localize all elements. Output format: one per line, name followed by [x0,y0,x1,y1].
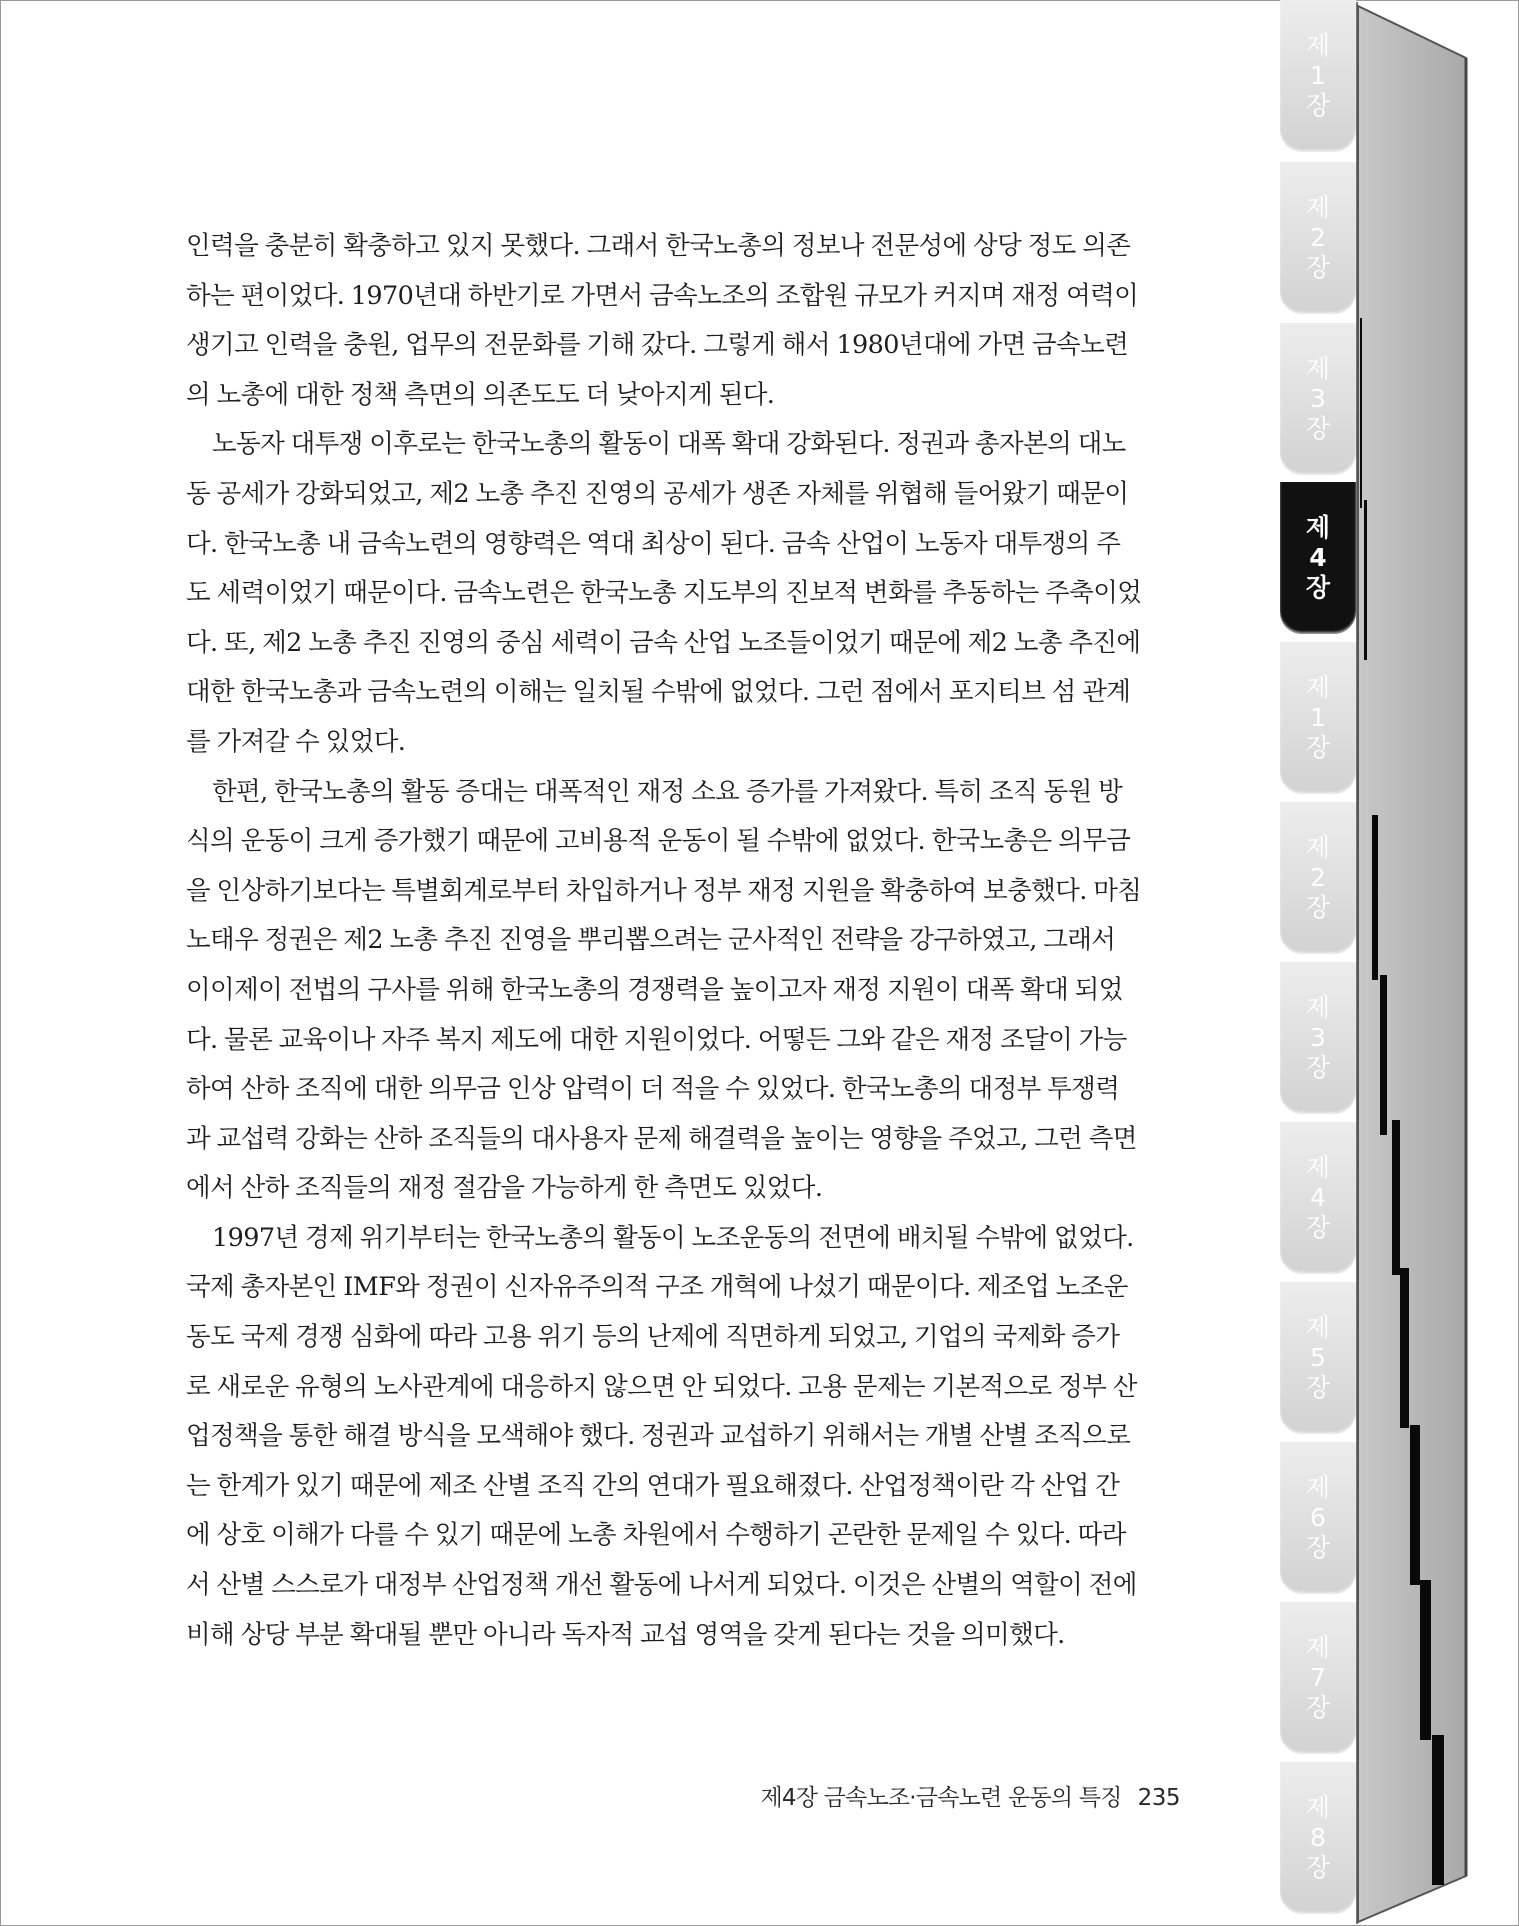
text-line: 을 인상하기보다는 특별회계로부터 차입하거나 정부 재정 지원을 확충하여 보충했다. 마침 [186,875,1142,906]
tab-char: 제 [1305,1153,1331,1182]
tab-char: 장 [1305,91,1331,120]
chapter-tab-4-active[interactable] [1280,482,1356,634]
text-line: 1997년 경제 위기부터는 한국노총의 활동이 노조운동의 전면에 배치될 수밖에 없었다. [212,1222,1134,1253]
tab-number: 8 [1310,1823,1326,1852]
tab-number: 1 [1310,703,1326,732]
tab-char: 장 [1305,733,1331,762]
tab-number: 2 [1310,223,1326,252]
tab-char: 제 [1305,993,1331,1022]
text-line: 대한 한국노총과 금속노련의 이해는 일치될 수밖에 없었다. 그런 점에서 포지티브 섬 관계 [186,677,1131,708]
text-line: 에 상호 이해가 다를 수 있기 때문에 노총 차원에서 수행하기 곤란한 문제일 수 있다. 따라 [186,1520,1126,1551]
text-line: 인력을 충분히 확충하고 있지 못했다. 그래서 한국노총의 정보나 전문성에 상당 정도 의존 [186,231,1131,261]
text-line: 동 공세가 강화되었고, 제2 노총 추진 진영의 공세가 생존 자체를 위협해 들어왔기 때문이 [186,478,1129,509]
tab-char: 장 [1305,1693,1331,1722]
text-line: 하여 산하 조직에 대한 의무금 인상 압력이 더 적을 수 있었다. 한국노총의 대정부 투쟁력 [186,1074,1120,1105]
chapter-tab-2[interactable] [1280,162,1356,314]
chapter-tab-8[interactable] [1280,1122,1356,1274]
tab-char: 제 [1305,1793,1331,1822]
text-line: 로 새로운 유형의 노사관계에 대응하지 않으면 안 되었다. 고용 문제는 기본적으로 정부 산 [186,1371,1137,1402]
text-line: 다. 또, 제2 노총 추진 진영의 중심 세력이 금속 산업 노조들이었기 때문에 제2 노총 추진에 [186,627,1141,658]
tab-char: 장 [1305,253,1331,282]
text-line: 에서 산하 조직들의 재정 절감을 가능하게 한 측면도 있었다. [186,1173,823,1204]
tab-number: 3 [1310,1023,1326,1052]
tab-char: 제 [1305,193,1331,222]
chapter-tab-11[interactable] [1280,1602,1356,1754]
text-line: 노동자 대투쟁 이후로는 한국노총의 활동이 대폭 확대 강화된다. 정권과 총자본의 대노 [212,429,1126,460]
text-line: 한편, 한국노총의 활동 증대는 대폭적인 재정 소요 증가를 가져왔다. 특히 조직 동원 방 [212,776,1123,807]
tab-char: 장 [1305,1853,1331,1882]
text-line: 하는 편이었다. 1970년대 하반기로 가면서 금속노조의 조합원 규모가 커지며 재정 여력이 [186,280,1139,311]
tab-number: 4 [1309,543,1327,572]
text-line: 다. 한국노총 내 금속노련의 영향력은 역대 최상이 된다. 금속 산업이 노동자 대투쟁의 주 [186,528,1121,559]
text-line: 노태우 정권은 제2 노총 추진 진영을 뿌리뽑으려는 군사적인 전략을 강구하였고, 그래서 [186,925,1116,956]
footer-chapter-title: 제4장 금속노조·금속노련 운동의 특징 [760,1785,1122,1811]
tab-char: 장 [1305,1373,1331,1402]
tab-char: 제 [1305,673,1331,702]
text-line: 는 한계가 있기 때문에 제조 산별 조직 간의 연대가 필요해졌다. 산업정책이란 각 산업 간 [186,1470,1120,1501]
tab-char: 장 [1305,414,1331,443]
text-line: 식의 운동이 크게 증가했기 때문에 고비용적 운동이 될 수밖에 없었다. 한국노총은 의무금 [186,826,1131,857]
tab-char: 장 [1305,1213,1331,1242]
tab-number: 2 [1310,863,1326,892]
chapter-tab-12[interactable] [1280,1762,1356,1914]
tab-char: 제 [1305,513,1331,542]
chapter-tab-9[interactable] [1280,1282,1356,1434]
tab-char: 제 [1305,1473,1331,1502]
tab-number: 3 [1310,384,1326,413]
tab-number: 4 [1310,1183,1326,1212]
chapter-tab-7[interactable] [1280,962,1356,1114]
text-line: 의 노총에 대한 정책 측면의 의존도도 더 낮아지게 된다. [186,379,775,410]
tab-char: 제 [1305,1313,1331,1342]
tab-number: 7 [1310,1663,1326,1692]
text-line: 도 세력이었기 때문이다. 금속노련은 한국노총 지도부의 진보적 변화를 추동하는 주축이었 [186,578,1142,609]
page-number: 235 [1137,1785,1180,1811]
tab-char: 제 [1305,833,1331,862]
text-line: 서 산별 스스로가 대정부 산업정책 개선 활동에 나서게 되었다. 이것은 산별의 역할이 전에 [186,1570,1137,1601]
tab-number: 6 [1310,1503,1326,1532]
tab-char: 제 [1305,31,1331,60]
tab-number: 5 [1310,1343,1326,1372]
chapter-tab-1[interactable] [1280,0,1356,152]
text-line: 비해 상당 부분 확대될 뿐만 아니라 독자적 교섭 영역을 갖게 된다는 것을 의미했다. [186,1619,1065,1650]
tab-char: 장 [1305,1533,1331,1562]
text-line: 국제 총자본인 IMF와 정권이 신자유주의적 구조 개혁에 나섰기 때문이다. 제조업 노조운 [186,1272,1128,1303]
tab-char: 장 [1305,1053,1331,1082]
text-line: 동도 국제 경쟁 심화에 따라 고용 위기 등의 난제에 직면하게 되었고, 기업의 국제화 증가 [186,1322,1120,1353]
chapter-tab-6[interactable] [1280,802,1356,954]
tab-char: 제 [1305,354,1331,383]
text-line: 다. 물론 교육이나 자주 복지 제도에 대한 지원이었다. 어떻든 그와 같은 재정 조달이 가능 [186,1024,1127,1055]
tab-char: 장 [1305,893,1331,922]
text-line: 를 가져갈 수 있었다. [186,726,406,757]
text-line: 과 교섭력 강화는 산하 조직들의 대사용자 문제 해결력을 높이는 영향을 주었고, 그런 측면 [186,1123,1137,1154]
text-line: 이이제이 전법의 구사를 위해 한국노총의 경쟁력을 높이고자 재정 지원이 대폭 확대 되었 [186,974,1123,1005]
chapter-tab-10[interactable] [1280,1442,1356,1594]
text-line: 업정책을 통한 해결 방식을 모색해야 했다. 정권과 교섭하기 위해서는 개별 산별 조직으로 [186,1421,1131,1452]
chapter-tab-3[interactable] [1280,323,1356,475]
tab-char: 장 [1305,573,1331,602]
tab-char: 제 [1305,1633,1331,1662]
text-line: 생기고 인력을 충원, 업무의 전문화를 기해 갔다. 그렇게 해서 1980년대에 가면 금속노련 [186,330,1129,361]
chapter-tab-5[interactable] [1280,642,1356,794]
tab-number: 1 [1310,61,1326,90]
